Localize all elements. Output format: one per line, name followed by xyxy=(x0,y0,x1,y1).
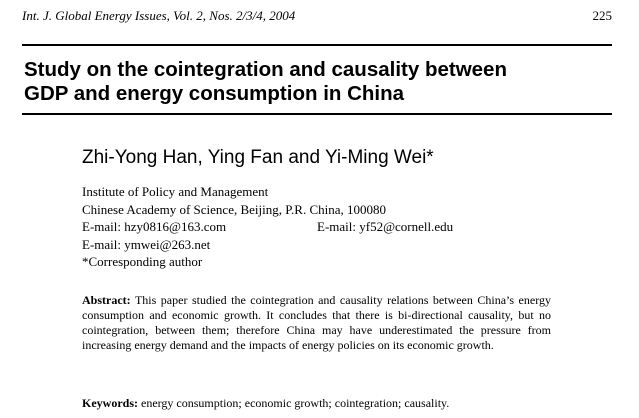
abstract-text: This paper studied the cointegration and causality relations between China’s energy consumption and economic growth. It concludes that there is bi-directional causality, but no cointegration, between them; therefore China may have underestimated the pressure from increasing energy demand and the impacts of energy policies on its economic growth. xyxy=(82,293,551,352)
abstract-label: Abstract: xyxy=(82,293,131,307)
abstract xyxy=(82,293,551,353)
title-line-1: Study on the cointegration and causality between xyxy=(24,58,507,81)
institute-line: Institute of Policy and Management xyxy=(82,184,269,199)
journal-citation: Int. J. Global Energy Issues, Vol. 2, Nos. 2/3/4, 2004 xyxy=(22,8,296,23)
paper-title xyxy=(24,58,614,106)
email-ymwei: E-mail: ymwei@263.net xyxy=(82,236,211,252)
academy-line: Chinese Academy of Science, Beijing, P.R. China, 100080 xyxy=(82,201,387,217)
email-yf: E-mail: yf52@cornell.edu xyxy=(317,219,454,234)
affiliation-block xyxy=(82,183,602,271)
author-list: Zhi-Yong Han, Ying Fan and Yi-Ming Wei* xyxy=(82,147,434,168)
title-line-2: GDP and energy consumption in China xyxy=(24,82,405,105)
keywords-label: Keywords: xyxy=(82,396,138,410)
keywords-text: energy consumption; economic growth; cointegration; causality. xyxy=(141,396,450,410)
email-row xyxy=(82,218,602,236)
page-number: 225 xyxy=(592,8,612,23)
corresponding-author-note: *Corresponding author xyxy=(82,254,203,269)
keywords xyxy=(82,396,602,411)
top-rule xyxy=(22,44,612,46)
bottom-rule xyxy=(22,113,612,115)
email-hzy: E-mail: hzy0816@163.com xyxy=(82,219,227,234)
